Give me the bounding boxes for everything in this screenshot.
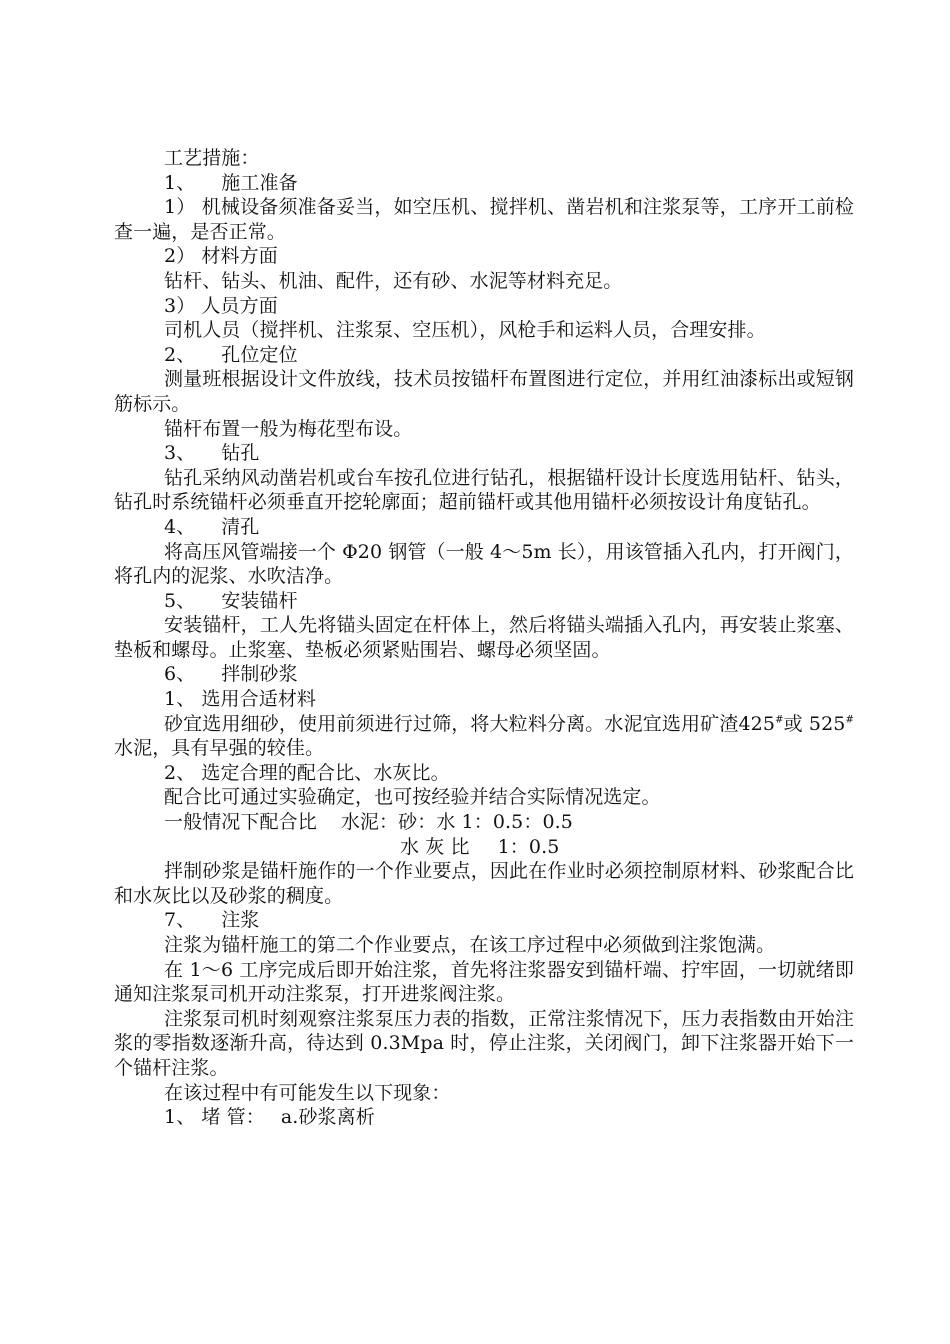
section-4-heading: 4、 清孔	[164, 515, 260, 538]
list-item: 1、 堵 管： a.砂浆离析	[164, 1106, 375, 1129]
paragraph: 安装锚杆，工人先将锚头固定在杆体上，然后将锚头端插入孔内，再安装止浆塞、垫板和螺母。止浆塞、垫板必须紧贴围岩、螺母必须坚固。	[114, 614, 854, 661]
section-heading: 工艺措施：	[164, 147, 260, 169]
paragraph: 将高压风管端接一个 Φ20 钢管（一般 4～5m 长），用该管插入孔内，打开阀门，将孔内的泥浆、水吹洁净。	[114, 540, 854, 588]
section-1-heading: 1、 施工准备	[164, 171, 298, 194]
paragraph: 司机人员（搅拌机、注浆泵、空压机），风枪手和运料人员，合理安排。	[164, 319, 766, 342]
paragraph: 测量班根据设计文件放线，技术员按锚杆布置图进行定位，并用红油漆标出或短钢筋标示。	[114, 368, 854, 415]
paragraph: 钻杆、钻头、机油、配件，还有砂、水泥等材料充足。	[164, 269, 623, 292]
paragraph: 注浆为锚杆施工的第二个作业要点，在该工序过程中必须做到注浆饱满。	[164, 934, 776, 956]
section-2-heading: 2、 孔位定位	[164, 343, 298, 366]
section-7-heading: 7、 注浆	[164, 909, 260, 932]
sub-heading: 2、 选定合理的配合比、水灰比。	[164, 761, 450, 784]
mix-ratio-line: 一般情况下配合比 水泥：砂：水 1：0.5：0.5	[164, 811, 573, 834]
section-6-heading: 6、 拌制砂浆	[164, 663, 298, 686]
paragraph: 1） 机械设备须准备妥当，如空压机、搅拌机、凿岩机和注浆泵等，工序开工前检查一遍，是否正常。	[114, 196, 854, 243]
paragraph: 在 1～6 工序完成后即开始注浆，首先将注浆器安到锚杆端、拧牢固，一切就绪即通知注浆泵司机开动注浆泵，打开进浆阀注浆。	[114, 958, 854, 1006]
section-3-heading: 3、 钻孔	[164, 442, 260, 465]
paragraph: 注浆泵司机时刻观察注浆泵压力表的指数，正常注浆情况下，压力表指数由开始注浆的零指数逐渐升高，待达到 0.3Mpa 时，停止注浆，关闭阀门，卸下注浆器开始下一个锚杆注浆。	[114, 1007, 854, 1079]
paragraph: 在该过程中有可能发生以下现象：	[164, 1081, 451, 1104]
sub-heading: 3） 人员方面	[164, 294, 278, 317]
water-cement-ratio-line: 水 灰 比 1：0.5	[400, 835, 560, 858]
sub-heading: 1、 选用合适材料	[164, 688, 317, 711]
paragraph: 砂宜选用细砂，使用前须进行过筛，将大粒料分离。水泥宜选用矿渣425#或 525#水泥，具有早强的较佳。	[114, 712, 854, 760]
document-body	[114, 146, 854, 1130]
sub-heading: 2） 材料方面	[164, 245, 278, 268]
paragraph: 配合比可通过实验确定，也可按经验并结合实际情况选定。	[164, 786, 661, 809]
paragraph: 锚杆布置一般为梅花型布设。	[164, 417, 413, 440]
paragraph: 拌制砂浆是锚杆施作的一个作业要点，因此在作业时必须控制原材料、砂浆配合比和水灰比以及砂浆的稠度。	[114, 860, 854, 907]
paragraph: 钻孔采纳风动凿岩机或台车按孔位进行钻孔，根据锚杆设计长度选用钻杆、钻头，钻孔时系统锚杆必须垂直开挖轮廓面；超前锚杆或其他用锚杆必须按设计角度钻孔。	[114, 466, 854, 514]
section-5-heading: 5、 安装锚杆	[164, 589, 298, 612]
